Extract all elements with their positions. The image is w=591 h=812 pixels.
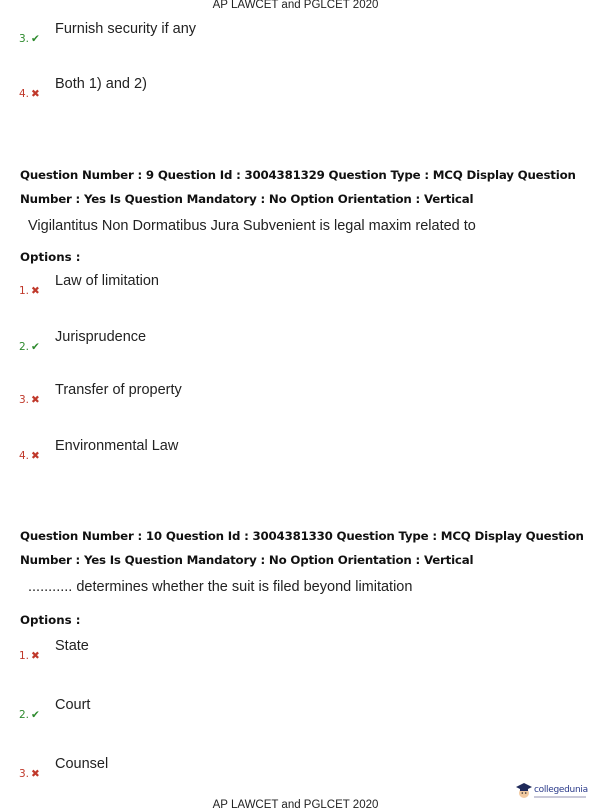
cross-icon: ✖ <box>31 450 40 462</box>
option-text: Transfer of property <box>55 382 182 398</box>
graduate-cap-icon <box>516 782 532 800</box>
option-text: Court <box>55 697 91 713</box>
cross-icon: ✖ <box>31 285 40 297</box>
option-text: Jurisprudence <box>55 329 147 345</box>
cross-icon: ✖ <box>31 768 40 780</box>
question-header-line-2: Number : Yes Is Question Mandatory : No Option Orientation : Vertical <box>20 553 474 567</box>
check-icon: ✔ <box>31 33 40 45</box>
page-footer: AP LAWCET and PGLCET 2020 <box>212 799 379 811</box>
option-number: 2. ✔ <box>19 709 40 721</box>
option-number: 1. ✖ <box>19 285 40 297</box>
question-header-line-2: Number : Yes Is Question Mandatory : No Option Orientation : Vertical <box>20 192 474 206</box>
cross-icon: ✖ <box>31 88 40 100</box>
page-header: AP LAWCET and PGLCET 2020 <box>212 0 379 11</box>
question-text: Vigilantitus Non Dormatibus Jura Subvenient is legal maxim related to <box>28 218 476 234</box>
logo-tagline-line <box>534 796 586 798</box>
options-label: Options : <box>20 613 81 627</box>
option-text: Environmental Law <box>55 438 179 454</box>
cross-icon: ✖ <box>31 650 40 662</box>
option-text: State <box>55 638 89 654</box>
check-icon: ✔ <box>31 341 40 353</box>
option-text: Both 1) and 2) <box>55 76 147 92</box>
option-number: 4. ✖ <box>19 450 40 462</box>
option-number: 3. ✔ <box>19 33 40 45</box>
option-text: Law of limitation <box>55 273 159 289</box>
option-text: Counsel <box>55 756 109 772</box>
question-text: ........... determines whether the suit is filed beyond limitation <box>28 579 413 595</box>
option-number: 3. ✖ <box>19 394 40 406</box>
options-label: Options : <box>20 250 81 264</box>
option-text: Furnish security if any <box>55 21 197 37</box>
check-icon: ✔ <box>31 709 40 721</box>
option-number: 2. ✔ <box>19 341 40 353</box>
question-header-line-1: Question Number : 9 Question Id : 3004381329 Question Type : MCQ Display Question <box>20 168 576 182</box>
option-number: 1. ✖ <box>19 650 40 662</box>
cross-icon: ✖ <box>31 394 40 406</box>
logo-brand-text: collegedunia <box>534 785 588 795</box>
option-number: 4. ✖ <box>19 88 40 100</box>
question-header-line-1: Question Number : 10 Question Id : 3004381330 Question Type : MCQ Display Question <box>20 529 584 543</box>
option-number: 3. ✖ <box>19 768 40 780</box>
